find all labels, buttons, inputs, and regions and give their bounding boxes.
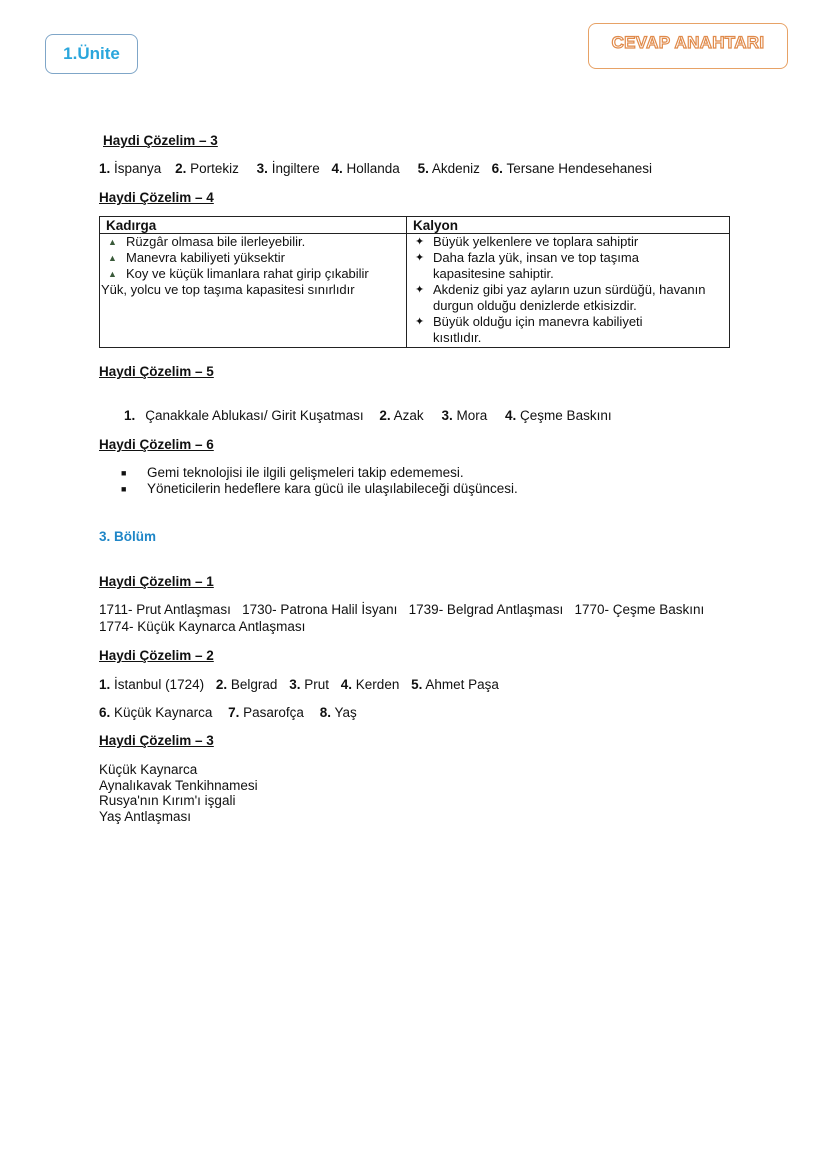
item-number: 8. — [319, 705, 331, 720]
comparison-table — [99, 216, 730, 348]
item-number: 4. — [331, 161, 343, 176]
item-number: 3. — [289, 677, 301, 692]
list-item — [106, 234, 400, 250]
answer-line: Rusya'nın Kırım'ı işgali — [99, 793, 236, 808]
bullet-text: Yöneticilerin hedeflere kara gücü ile ulaşılabileceği düşüncesi. — [147, 481, 518, 496]
item-number: 1. — [99, 161, 111, 176]
answer-item: İspanya — [114, 161, 162, 176]
answer-item: Kerden — [355, 677, 400, 692]
answer-item: İstanbul (1724) — [114, 677, 205, 692]
answer-line: Aynalıkavak Tenkihnamesi — [99, 778, 258, 793]
square-bullet-icon: ■ — [121, 468, 127, 478]
item-number: 2. — [215, 677, 228, 692]
answer-item: Mora — [456, 408, 488, 423]
heading-haydi-cozelim-3: Haydi Çözelim – 3 — [103, 133, 218, 148]
answer-item: Akdeniz — [431, 161, 480, 176]
item-number: 7. — [228, 705, 240, 720]
item-number: 6. — [491, 161, 503, 176]
timeline-line: 1774- Küçük Kaynarca Antlaşması — [99, 619, 306, 634]
bullet-text: Daha fazla yük, insan ve top taşıma kapasitesine sahiptir. — [433, 250, 639, 281]
heading-haydi-cozelim-1: Haydi Çözelim – 1 — [99, 574, 214, 589]
kalyon-cell — [407, 234, 730, 348]
star-bullet-icon: ✦ — [415, 252, 425, 264]
star-bullet-icon: ✦ — [415, 316, 425, 328]
answer-item: Azak — [393, 408, 424, 423]
answer-item: Ahmet Paşa — [425, 677, 499, 692]
item-number: 3. — [441, 408, 453, 423]
bullet-text: Koy ve küçük limanlara rahat girip çıkabilir — [126, 266, 369, 281]
triangle-bullet-icon: ▲ — [108, 253, 117, 263]
triangle-bullet-icon: ▲ — [108, 269, 117, 279]
answer-item: Prut — [304, 677, 329, 692]
list-item — [99, 481, 518, 497]
answer-item: Küçük Kaynarca — [114, 705, 213, 720]
square-bullet-icon: ■ — [121, 484, 127, 494]
kadirga-cell — [100, 234, 407, 348]
heading-haydi-cozelim-4: Haydi Çözelim – 4 — [99, 190, 214, 205]
answer-item: Tersane Hendesehanesi — [506, 161, 653, 176]
list-item — [106, 266, 400, 282]
star-bullet-icon: ✦ — [415, 284, 425, 296]
header-kalyon: Kalyon — [407, 217, 730, 234]
bullet-text: Büyük olduğu için manevra kabiliyeti kısıtlıdır. — [433, 314, 643, 345]
list-item — [99, 465, 464, 481]
answer-key-label: CEVAP ANAHTARI — [611, 33, 765, 52]
answer-line: Küçük Kaynarca — [99, 762, 198, 777]
answer-item: Yaş — [334, 705, 357, 720]
answers-h2-row1 — [99, 677, 499, 692]
answers-h3 — [99, 161, 652, 176]
item-number: 1. — [124, 408, 136, 423]
list-item — [413, 234, 723, 250]
item-number: 5. — [411, 677, 423, 692]
answer-item: İngiltere — [271, 161, 320, 176]
item-number: 2. — [175, 161, 187, 176]
answer-item: Belgrad — [230, 677, 278, 692]
list-item — [413, 250, 723, 282]
list-item — [413, 282, 723, 314]
unit-badge — [45, 34, 138, 74]
heading-haydi-cozelim-2: Haydi Çözelim – 2 — [99, 648, 214, 663]
plain-text: Yük, yolcu ve top taşıma kapasitesi sınırlıdır — [101, 282, 355, 297]
answer-key-badge — [588, 23, 788, 69]
timeline-line: 1711- Prut Antlaşması 1730- Patrona Halil İsyanı 1739- Belgrad Antlaşması 1770- Çeşme Baskını — [99, 602, 705, 617]
answer-item: Çeşme Baskını — [520, 408, 612, 423]
item-number: 5. — [417, 161, 429, 176]
answer-item: Pasarofça — [243, 705, 304, 720]
heading-haydi-cozelim-3b: Haydi Çözelim – 3 — [99, 733, 214, 748]
answers-h5 — [124, 408, 612, 423]
unit-label: 1.Ünite — [63, 44, 120, 63]
bullet-text: Gemi teknolojisi ile ilgili gelişmeleri takip edememesi. — [147, 465, 464, 480]
item-number: 2. — [379, 408, 391, 423]
answer-item: Çanakkale Ablukası/ Girit Kuşatması — [145, 408, 364, 423]
item-number: 6. — [99, 705, 111, 720]
item-number: 4. — [505, 408, 517, 423]
heading-haydi-cozelim-5: Haydi Çözelim – 5 — [99, 364, 214, 379]
item-number: 1. — [99, 677, 111, 692]
answer-item: Portekiz — [190, 161, 239, 176]
list-item — [106, 250, 400, 266]
item-number: 4. — [340, 677, 353, 692]
bullet-text: Manevra kabiliyeti yüksektir — [126, 250, 285, 265]
heading-haydi-cozelim-6: Haydi Çözelim – 6 — [99, 437, 214, 452]
section-title: 3. Bölüm — [99, 529, 157, 544]
answer-item: Hollanda — [346, 161, 400, 176]
star-bullet-icon: ✦ — [415, 236, 425, 248]
answer-line: Yaş Antlaşması — [99, 809, 192, 824]
header-kadirga: Kadırga — [100, 217, 407, 234]
list-item — [413, 314, 723, 346]
bullet-text: Büyük yelkenlere ve toplara sahiptir — [433, 234, 639, 249]
bullet-text: Akdeniz gibi yaz ayların uzun sürdüğü, havanın durgun olduğu denizlerde etkisizdir. — [433, 282, 706, 313]
bullet-text: Rüzgâr olmasa bile ilerleyebilir. — [126, 234, 306, 249]
item-number: 3. — [256, 161, 268, 176]
answers-h2-row2 — [99, 705, 357, 720]
triangle-bullet-icon: ▲ — [108, 237, 117, 247]
